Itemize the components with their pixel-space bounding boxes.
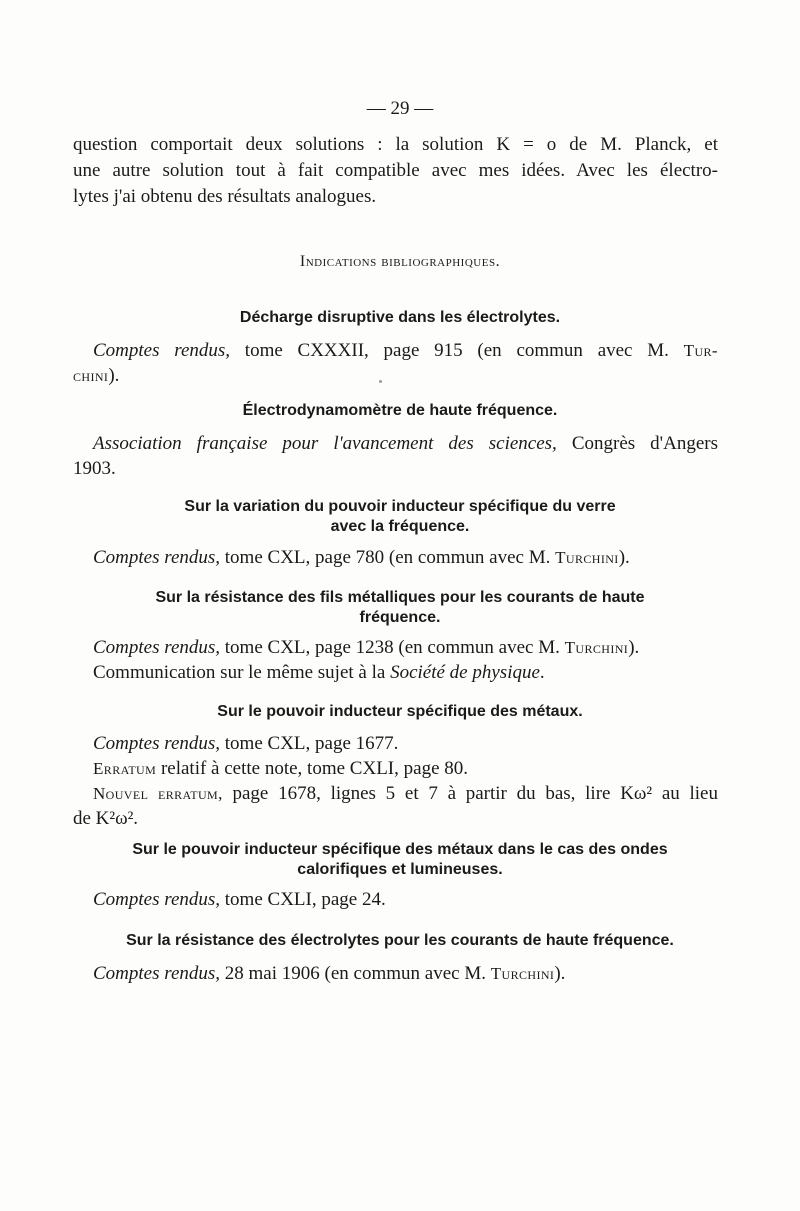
entry-heading [60, 497, 740, 537]
reference-line [73, 731, 718, 756]
entry-heading [60, 931, 740, 951]
author-name: Tur- [683, 341, 718, 360]
erratum-label: Nouvel erratum, [93, 784, 223, 803]
journal-title: Comptes rendus, [93, 889, 221, 910]
reference-text: tome CXXXII, page 915 (en commun avec M. [230, 340, 684, 361]
heading-line: Électrodynamomètre de haute fréquence. [242, 402, 558, 419]
erratum-label: Erratum [93, 759, 157, 778]
reference-text: page 1678, lignes 5 et 7 à partir du bas, lire Kω² au lieu [222, 783, 718, 804]
reference-line: 1903. [73, 458, 116, 479]
reference-line [73, 635, 718, 660]
heading-line: calorifiques et lumineuses. [297, 861, 503, 878]
journal-title: Comptes rendus, [93, 963, 221, 984]
entry-reference [73, 961, 718, 986]
author-name: Turchini [490, 964, 555, 983]
entry-heading [60, 702, 740, 722]
reference-text: ). [108, 365, 120, 386]
intro-line: question comportait deux solutions : la solution K = o de M. Planck, et [73, 134, 718, 155]
reference-text: . [539, 662, 545, 683]
heading-line: Sur la résistance des fils métalliques pour les courants de haute [155, 589, 645, 606]
reference-line: de K²ω². [73, 808, 139, 829]
intro-line: lytes j'ai obtenu des résultats analogues. [73, 186, 377, 207]
reference-text: tome CXL, page 780 (en commun avec M. [220, 547, 556, 568]
heading-line: avec la fréquence. [330, 518, 470, 535]
author-name: chini [73, 366, 109, 385]
journal-title: Comptes rendus, [93, 547, 221, 568]
entry-reference [73, 731, 718, 831]
reference-line [73, 887, 718, 912]
reference-text: ). [618, 547, 630, 568]
heading-line: Sur la variation du pouvoir inducteur spécifique du verre [184, 498, 616, 515]
entry-reference [73, 338, 718, 388]
reference-text: ). [628, 637, 640, 658]
entry-reference [73, 545, 718, 570]
journal-title: Association française pour l'avancement des sciences, [93, 433, 557, 454]
reference-line [73, 545, 718, 570]
ink-speck [379, 380, 382, 383]
journal-title: Comptes rendus, [93, 340, 231, 361]
author-name: Turchini [564, 638, 629, 657]
reference-text: tome CXL, page 1238 (en commun avec M. [220, 637, 565, 658]
heading-line: Sur le pouvoir inducteur spécifique des métaux dans le cas des ondes [132, 841, 668, 858]
entry-heading [60, 840, 740, 880]
reference-line [73, 363, 718, 388]
reference-text: ). [554, 963, 566, 984]
reference-line [73, 781, 718, 806]
entry-heading [60, 308, 740, 328]
reference-text: tome CXLI, page 24. [220, 889, 386, 910]
page-number: — 29 — [366, 98, 434, 119]
reference-text: relatif à cette note, tome CXLI, page 80. [156, 758, 468, 779]
heading-line: Décharge disruptive dans les électrolytes. [239, 309, 561, 326]
entry-reference [73, 431, 718, 481]
reference-text: tome CXL, page 1677. [220, 733, 399, 754]
heading-line: fréquence. [359, 609, 441, 626]
entry-heading [60, 588, 740, 628]
society-name: Société de physique [390, 662, 540, 683]
entry-reference [73, 635, 718, 685]
reference-text: Congrès d'Angers [556, 433, 718, 454]
section-title: Indications bibliographiques. [299, 253, 501, 270]
heading-line: Sur la résistance des électrolytes pour les courants de haute fréquence. [126, 932, 674, 949]
intro-line: une autre solution tout à fait compatible avec mes idées. Avec les électro- [73, 160, 718, 181]
reference-text: 28 mai 1906 (en commun avec M. [220, 963, 491, 984]
heading-line: Sur le pouvoir inducteur spécifique des métaux. [217, 703, 583, 720]
journal-title: Comptes rendus, [93, 733, 221, 754]
journal-title: Comptes rendus, [93, 637, 221, 658]
author-name: Turchini [555, 548, 619, 567]
reference-line [73, 660, 718, 685]
entry-reference [73, 887, 718, 912]
reference-line [73, 338, 718, 363]
reference-line [73, 431, 718, 456]
reference-line [73, 961, 718, 986]
reference-text: Communication sur le même sujet à la [93, 662, 391, 683]
entry-heading [60, 401, 740, 421]
reference-line [73, 756, 718, 781]
intro-paragraph [73, 132, 718, 210]
